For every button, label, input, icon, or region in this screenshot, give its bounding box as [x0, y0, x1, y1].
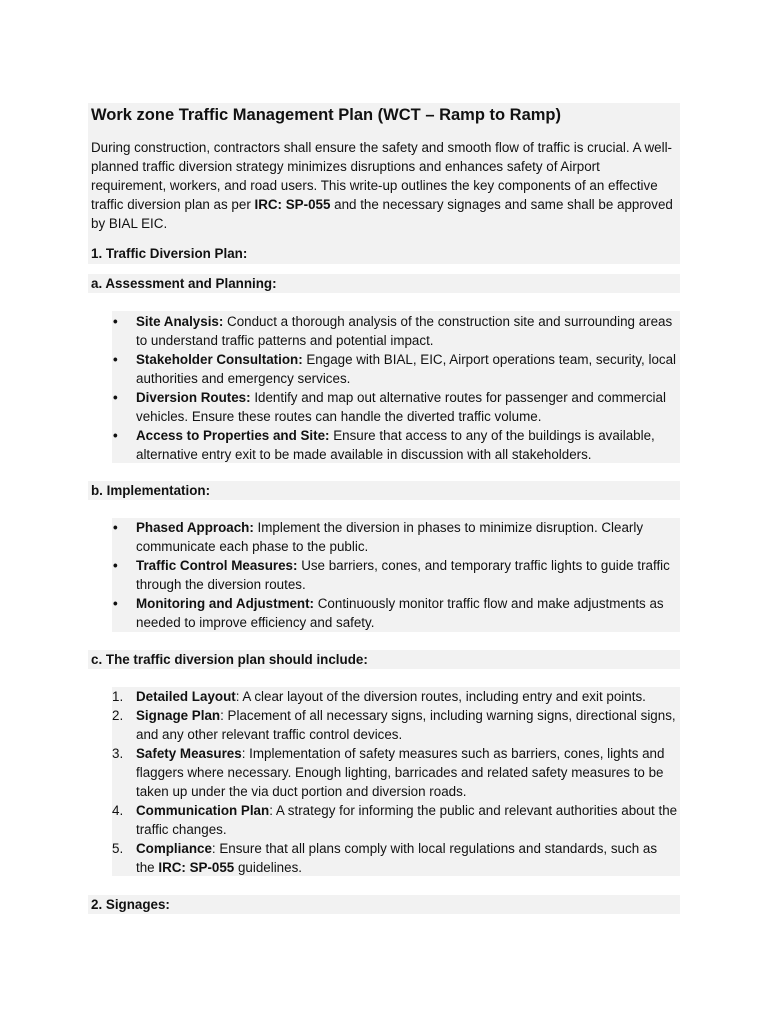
intro-text-1: During construction, contractors shall ensure the safety and smooth flow of traffic is crucial. A well-planned traffic diversion strategy minimizes disruptions and enhances safety of Airport requirement, workers, and road users. This write-up outlines the key components of an effective traffic diversion plan as per: [91, 140, 673, 212]
list-item-number: 3.: [112, 746, 124, 761]
list-item: [112, 388, 678, 426]
document-title: Work zone Traffic Management Plan (WCT – Ramp to Ramp): [91, 106, 562, 124]
list-item-label: Compliance: [136, 841, 212, 856]
list-item-label: Site Analysis:: [136, 314, 224, 329]
list-item-text: : A strategy for informing the public and relevant authorities about the traffic changes.: [136, 803, 678, 837]
list-item-text: : Ensure that all plans comply with local regulations and standards, such as the: [136, 841, 658, 875]
list-item-number: 5.: [112, 841, 124, 856]
list-item-text: Conduct a thorough analysis of the construction site and surrounding areas to understand traffic patterns and potential impact.: [136, 314, 673, 348]
section2-heading: 2. Signages:: [91, 897, 170, 912]
list-item-number: 1.: [112, 689, 124, 704]
list-item-text: : A clear layout of the diversion routes, including entry and exit points.: [235, 689, 646, 704]
sub-b-heading: b. Implementation:: [91, 483, 211, 498]
list-item: [112, 556, 678, 594]
list-item-label: Safety Measures: [136, 746, 242, 761]
sub-b-list: [112, 518, 678, 632]
list-item-text: : Placement of all necessary signs, including warning signs, directional signs, and any other relevant traffic control devices.: [136, 708, 676, 742]
list-item-text: Continuously monitor traffic flow and make adjustments as needed to improve efficiency and safety.: [136, 596, 664, 630]
list-item-label: Phased Approach:: [136, 520, 254, 535]
list-item-label: Communication Plan: [136, 803, 270, 818]
sub-a-list: [112, 312, 678, 464]
list-item-number: 4.: [112, 803, 124, 818]
list-item-text: Engage with BIAL, EIC, Airport operations team, security, local authorities and emergency services.: [136, 352, 677, 386]
list-item-label: Monitoring and Adjustment:: [136, 596, 315, 611]
section1-heading: 1. Traffic Diversion Plan:: [91, 246, 248, 261]
list-item: [112, 518, 678, 556]
list-item-label: Stakeholder Consultation:: [136, 352, 303, 367]
intro-text-2: and the necessary signages and same shall be approved by BIAL EIC.: [91, 197, 673, 231]
list-item: [112, 839, 678, 877]
intro-bold-irc: IRC: SP-055: [254, 197, 331, 212]
list-item: [112, 594, 678, 632]
list-item: [112, 706, 678, 744]
list-item: [112, 801, 678, 839]
sub-c-list: [112, 687, 678, 877]
sub-c-heading: c. The traffic diversion plan should include:: [91, 652, 368, 667]
list-item: [112, 312, 678, 350]
list-item-label: Signage Plan: [136, 708, 221, 723]
list-item-text: Implement the diversion in phases to minimize disruption. Clearly communicate each phase to the public.: [136, 520, 644, 554]
list-item-label: Diversion Routes:: [136, 390, 251, 405]
list-item: [112, 426, 678, 464]
list-item-text: : Implementation of safety measures such as barriers, cones, lights and flaggers where necessary. Enough lighting, barricades and related safety measures to be taken up under the via duct portion and diversion roads.: [136, 746, 665, 799]
list-item-number: 2.: [112, 708, 124, 723]
intro-paragraph: [91, 138, 676, 233]
list-item-label: Access to Properties and Site:: [136, 428, 330, 443]
list-item-label: Traffic Control Measures:: [136, 558, 298, 573]
band-heading-2: [88, 895, 680, 914]
list-item-label: Detailed Layout: [136, 689, 236, 704]
list-item: [112, 687, 678, 706]
list-item: [112, 350, 678, 388]
list-item-text: Use barriers, cones, and temporary traffic lights to guide traffic through the diversion routes.: [136, 558, 670, 592]
list-item-label-2: IRC: SP-055: [158, 860, 235, 875]
list-item: [112, 744, 678, 801]
sub-a-heading: a. Assessment and Planning:: [91, 276, 277, 291]
list-item-text: Identify and map out alternative routes for passenger and commercial vehicles. Ensure these routes can handle the diverted traffic volume.: [136, 390, 666, 424]
list-item-text-2: guidelines.: [234, 860, 302, 875]
list-item-text: Ensure that access to any of the buildings is available, alternative entry exit to be made available in discussion with all stakeholders.: [136, 428, 655, 462]
